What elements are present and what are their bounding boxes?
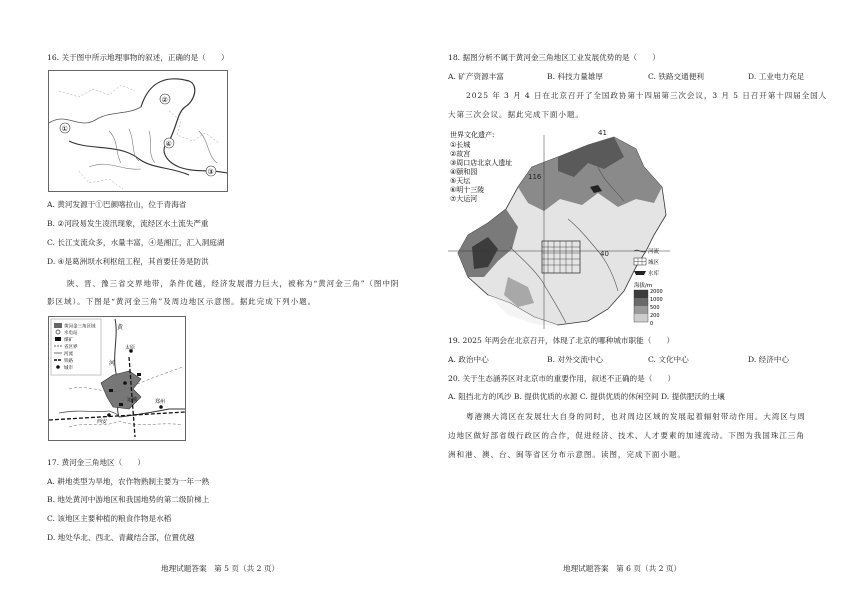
map2-legend-rail: 铁路	[64, 359, 73, 364]
map1-label-4: ④	[165, 140, 172, 148]
elevation-legend-title: 海拔/m	[634, 283, 653, 289]
q19-option-c: C. 文化中心	[648, 355, 689, 364]
map2-legend-hydro: 水电站	[64, 331, 78, 336]
map2-place-zhengzhou: 郑州	[155, 399, 166, 405]
q19-option-b: B. 对外交流中心	[547, 355, 603, 364]
q16-map	[48, 70, 228, 192]
beijing-marker-116: 116	[528, 173, 542, 181]
elevation-200: 200	[650, 313, 660, 319]
intro-dawanqu-line3: 洲和港、澳、台、闽等省区分布示意图。读图，完成下面小题。	[448, 450, 686, 459]
q19-option-a: A. 政治中心	[448, 355, 489, 364]
heritage-item-7: ⑦大运河	[450, 195, 478, 203]
q19-option-d: D. 经济中心	[748, 355, 790, 364]
elevation-1000: 1000	[650, 297, 663, 303]
q18-option-d: D. 工业电力充足	[748, 72, 805, 81]
jinsanjiao-map	[48, 316, 186, 441]
heritage-item-1: ①长城	[450, 141, 471, 149]
heritage-item-3: ③周口店北京人遗址	[450, 159, 513, 167]
q17-option-b: B. 地处黄河中游地区和我国地势的第二级阶梯上	[47, 495, 210, 504]
beijing-map-svg	[448, 127, 670, 329]
heritage-item-6: ⑥明十三陵	[450, 186, 485, 194]
map2-legend-city: 城市	[64, 366, 73, 371]
intro-lianghui-line2: 大第三次会议。据此完成下面小题。	[448, 110, 584, 119]
map2-place-huang: 黄	[117, 324, 124, 331]
q16-option-b: B. ②河段易发生凌汛现象，流经区水土流失严重	[47, 219, 209, 228]
map2-legend-region: 黄河金三角区域	[64, 324, 96, 330]
elevation-2000: 2000	[650, 289, 663, 295]
q17-stem: 17. 黄河金三角地区（ ）	[47, 458, 146, 467]
elevation-0: 0	[650, 321, 654, 327]
map2-place-taiyuan: 太原	[125, 345, 136, 351]
q20-options: A. 阻挡北方的风沙 B. 提供优质的水源 C. 提供优质的休闲空间 D. 提供肥沃的土壤	[448, 392, 725, 401]
elevation-500: 500	[650, 305, 660, 311]
heritage-item-5: ⑤天坛	[450, 177, 471, 185]
heritage-item-2: ②故宫	[450, 150, 471, 158]
map2-legend-coal: 煤矿	[64, 338, 73, 343]
map2-legend-river: 河流	[64, 352, 73, 357]
beijing-marker-41: 41	[598, 129, 607, 137]
map2-legend-border: 省区界	[64, 345, 78, 350]
q18-stem: 18. 据图分析不属于黄河金三角地区工业发展优势的是（ ）	[448, 53, 660, 62]
q16-map-svg	[49, 71, 227, 191]
intro-dawanqu-line2: 边地区做好部省级行政区的合作，促进经济、技术、人才要素的加速流动。下图为我国珠江三角	[448, 431, 805, 440]
q17-option-c: C. 该地区主要种植的粮食作物是水稻	[47, 514, 172, 523]
map2-place-yuncheng: 运城	[127, 397, 138, 403]
q20-stem: 20. 关于生态涵养区对北京市的重要作用，叙述不正确的是（ ）	[448, 374, 676, 383]
map2-place-he: 河	[109, 360, 116, 367]
map1-label-3: ③	[207, 168, 214, 176]
beijing-map	[448, 127, 670, 329]
q16-option-d: D. ④是葛洲坝水利枢纽工程，其首要任务是防洪	[47, 257, 209, 266]
intro-jinsanjiao-line2: 影区域）。下图是“黄河金三角”及周边地区示意图。据此完成下列小题。	[47, 297, 317, 306]
q16-option-c: C. 长江支流众多，水量丰富，④是湘江，汇入洞庭湖	[47, 238, 225, 247]
q17-option-d: D. 地处华北、西北、青藏结合部，位置优越	[47, 533, 195, 542]
q18-option-c: C. 铁路交通便利	[648, 72, 704, 81]
heritage-item-4: ④颐和园	[450, 168, 478, 176]
map1-label-1: ①	[61, 125, 68, 133]
q16-option-a: A. 黄河发源于①巴颜喀拉山，位于青海省	[47, 200, 187, 209]
right-page-footer: 地理试题答案 第 6 页（共 2 页）	[563, 564, 682, 573]
beijing-legend-reservoir: 水库	[648, 271, 660, 277]
intro-lianghui-line1: 2025 年 3 月 4 日在北京召开了全国政协第十四届第三次会议，3 月 5 日召开第十四届全国人	[466, 91, 828, 100]
heritage-title: 世界文化遗产:	[450, 131, 495, 139]
beijing-legend-river: 河流	[648, 249, 660, 255]
map1-label-2: ②	[161, 96, 168, 104]
beijing-legend-urban: 城区	[648, 260, 660, 266]
left-page-footer: 地理试题答案 第 5 页（共 2 页）	[161, 564, 280, 573]
intro-jinsanjiao-line1: 陕、晋、豫三省交界地带，条件优越，经济发展潜力巨大，被称为“黄河金三角”（图中阴	[67, 279, 400, 288]
intro-dawanqu-line1: 粤港澳大湾区在发展壮大自身的同时，也对周边区域的发展起着辐射带动作用。大湾区与周	[466, 412, 806, 421]
q18-option-b: B. 科技力量雄厚	[547, 72, 603, 81]
q17-option-a: A. 耕地类型为旱地，农作物熟制主要为一年一熟	[47, 477, 210, 486]
beijing-marker-40: 40	[600, 250, 609, 258]
q18-option-a: A. 矿产资源丰富	[448, 72, 504, 81]
map2-place-xian: 西安	[97, 419, 108, 425]
jinsanjiao-map-svg	[49, 317, 185, 440]
q16-stem: 16. 关于图中所示地理事物的叙述，正确的是（ ）	[47, 53, 229, 62]
q19-stem: 19. 2025 年两会在北京召开，体现了北京的哪种城市职能（ ）	[448, 336, 675, 345]
